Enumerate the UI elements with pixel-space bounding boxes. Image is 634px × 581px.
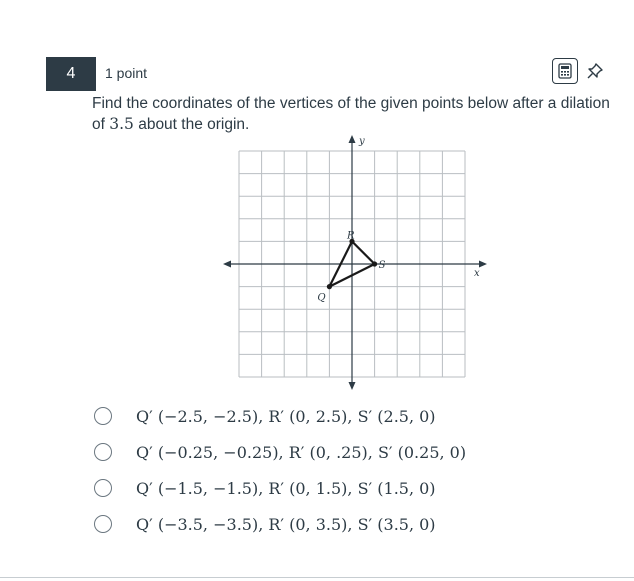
bottom-divider [0, 577, 634, 578]
y-axis-arrow-up [349, 135, 356, 143]
question-number: 4 [46, 57, 96, 91]
prompt-text-before: Find the coordinates of the vertices of the given points below after a dilation of [92, 95, 610, 133]
x-axis-arrow-right [479, 261, 487, 268]
answer-text: Q′ (−0.25, −0.25), R′ (0, .25), S′ (0.25, 0) [136, 442, 467, 462]
x-axis-arrow-left [223, 261, 231, 268]
coordinate-grid [222, 132, 490, 394]
radio-button[interactable] [94, 515, 112, 533]
y-axis-arrow-down [349, 382, 356, 390]
pin-button[interactable] [584, 58, 608, 84]
calculator-button[interactable] [552, 58, 578, 84]
y-axis-label: y [359, 136, 365, 147]
answer-option-1[interactable] [92, 398, 466, 434]
pin-icon [586, 62, 604, 80]
question-prompt [92, 94, 612, 135]
answer-text: Q′ (−2.5, −2.5), R′ (0, 2.5), S′ (2.5, 0) [136, 406, 436, 426]
answer-text: Q′ (−3.5, −3.5), R′ (0, 3.5), S′ (3.5, 0) [136, 514, 436, 534]
vertex-label-r: R [347, 230, 355, 242]
answer-list [92, 398, 466, 542]
answer-text: Q′ (−1.5, −1.5), R′ (0, 1.5), S′ (1.5, 0) [136, 478, 436, 498]
radio-button[interactable] [94, 443, 112, 461]
answer-option-4[interactable] [92, 506, 466, 542]
calculator-icon [557, 63, 573, 79]
x-axis-label: x [474, 268, 480, 279]
question-points: 1 point [105, 65, 148, 81]
coordinate-graph [222, 132, 490, 399]
vertex-point-q [327, 284, 332, 289]
vertex-label-q: Q [317, 292, 326, 304]
answer-option-2[interactable] [92, 434, 466, 470]
vertex-label-s: S [378, 260, 386, 271]
vertex-point-s [372, 261, 377, 266]
radio-button[interactable] [94, 407, 112, 425]
dilation-factor: 3.5 [109, 115, 134, 133]
prompt-text-after: about the origin. [133, 116, 250, 133]
answer-option-3[interactable] [92, 470, 466, 506]
radio-button[interactable] [94, 479, 112, 497]
